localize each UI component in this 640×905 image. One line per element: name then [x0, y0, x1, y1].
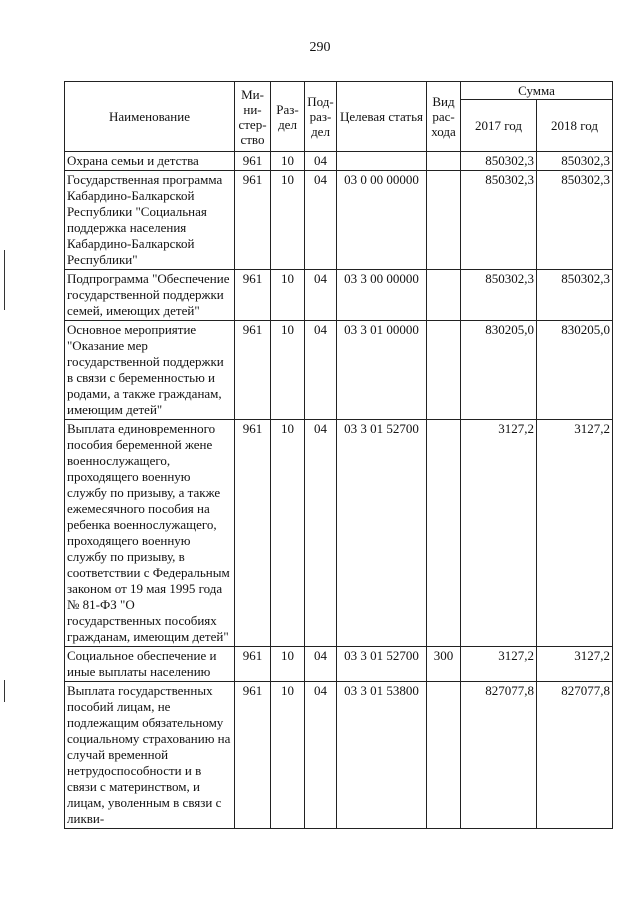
row-sum-2017: 830205,0	[461, 321, 537, 420]
table-row	[65, 171, 613, 270]
row-target: 03 3 01 52700	[337, 420, 427, 647]
header-year-2017: 2017 год	[461, 100, 537, 152]
row-section: 10	[271, 647, 305, 682]
row-ministry: 961	[235, 420, 271, 647]
margin-mark	[4, 680, 5, 702]
row-sum-2017: 3127,2	[461, 647, 537, 682]
row-section: 10	[271, 682, 305, 829]
table-row	[65, 647, 613, 682]
row-target: 03 3 01 53800	[337, 682, 427, 829]
table-row	[65, 270, 613, 321]
row-sum-2018: 830205,0	[537, 321, 613, 420]
row-expense-type	[427, 321, 461, 420]
header-section: Раз-дел	[271, 82, 305, 152]
row-ministry: 961	[235, 152, 271, 171]
row-subsection: 04	[305, 682, 337, 829]
row-name: Выплата государственных пособий лицам, не подлежащим обязательному социальному страхованию на случай временной нетрудоспособности и в связи с материнством, и лицам, уволенным в связи с ликви-	[65, 682, 235, 829]
table-row	[65, 682, 613, 829]
row-ministry: 961	[235, 171, 271, 270]
row-section: 10	[271, 152, 305, 171]
header-ministry: Ми-ни-стер-ство	[235, 82, 271, 152]
row-sum-2017: 850302,3	[461, 152, 537, 171]
header-target: Целевая статья	[337, 82, 427, 152]
row-expense-type	[427, 420, 461, 647]
header-name: Наименование	[65, 82, 235, 152]
row-sum-2017: 3127,2	[461, 420, 537, 647]
row-name: Охрана семьи и детства	[65, 152, 235, 171]
row-sum-2017: 850302,3	[461, 270, 537, 321]
row-expense-type	[427, 270, 461, 321]
row-subsection: 04	[305, 420, 337, 647]
header-expense-type: Вид рас-хода	[427, 82, 461, 152]
row-section: 10	[271, 171, 305, 270]
row-subsection: 04	[305, 321, 337, 420]
row-sum-2018: 850302,3	[537, 152, 613, 171]
row-section: 10	[271, 420, 305, 647]
budget-table	[64, 81, 613, 829]
margin-mark	[4, 250, 5, 310]
row-name: Государственная программа Кабардино-Балкарской Республики "Социальная поддержка населения Кабардино-Балкарской Республики"	[65, 171, 235, 270]
row-sum-2018: 850302,3	[537, 270, 613, 321]
row-subsection: 04	[305, 152, 337, 171]
row-ministry: 961	[235, 321, 271, 420]
row-sum-2017: 850302,3	[461, 171, 537, 270]
row-sum-2018: 3127,2	[537, 420, 613, 647]
table-header-row	[65, 82, 613, 100]
row-sum-2018: 850302,3	[537, 171, 613, 270]
row-target: 03 3 00 00000	[337, 270, 427, 321]
row-name: Выплата единовременного пособия беременной жене военнослужащего, проходящего военную службу по призыву, а также ежемесячного пособия на ребенка военнослужащего, проходящего военную службу по призыву, в соответствии с Федеральным законом от 19 мая 1995 года № 81-ФЗ "О государственных пособиях гражданам, имеющим детей"	[65, 420, 235, 647]
row-expense-type: 300	[427, 647, 461, 682]
row-ministry: 961	[235, 682, 271, 829]
row-expense-type	[427, 171, 461, 270]
header-sum: Сумма	[461, 82, 613, 100]
row-section: 10	[271, 270, 305, 321]
row-ministry: 961	[235, 270, 271, 321]
row-subsection: 04	[305, 171, 337, 270]
table-row	[65, 321, 613, 420]
row-section: 10	[271, 321, 305, 420]
row-target	[337, 152, 427, 171]
page-number: 290	[309, 40, 331, 55]
row-target: 03 3 01 52700	[337, 647, 427, 682]
row-subsection: 04	[305, 647, 337, 682]
row-target: 03 3 01 00000	[337, 321, 427, 420]
row-ministry: 961	[235, 647, 271, 682]
row-sum-2017: 827077,8	[461, 682, 537, 829]
table-row	[65, 152, 613, 171]
row-expense-type	[427, 682, 461, 829]
header-subsection: Под-раз-дел	[305, 82, 337, 152]
header-year-2018: 2018 год	[537, 100, 613, 152]
row-subsection: 04	[305, 270, 337, 321]
row-sum-2018: 827077,8	[537, 682, 613, 829]
table-row	[65, 420, 613, 647]
row-name: Социальное обеспечение и иные выплаты населению	[65, 647, 235, 682]
row-name: Основное мероприятие "Оказание мер государственной поддержки в связи с беременностью и родами, а также гражданам, имеющим детей"	[65, 321, 235, 420]
row-target: 03 0 00 00000	[337, 171, 427, 270]
row-expense-type	[427, 152, 461, 171]
row-sum-2018: 3127,2	[537, 647, 613, 682]
row-name: Подпрограмма "Обеспечение государственной поддержки семей, имеющих детей"	[65, 270, 235, 321]
